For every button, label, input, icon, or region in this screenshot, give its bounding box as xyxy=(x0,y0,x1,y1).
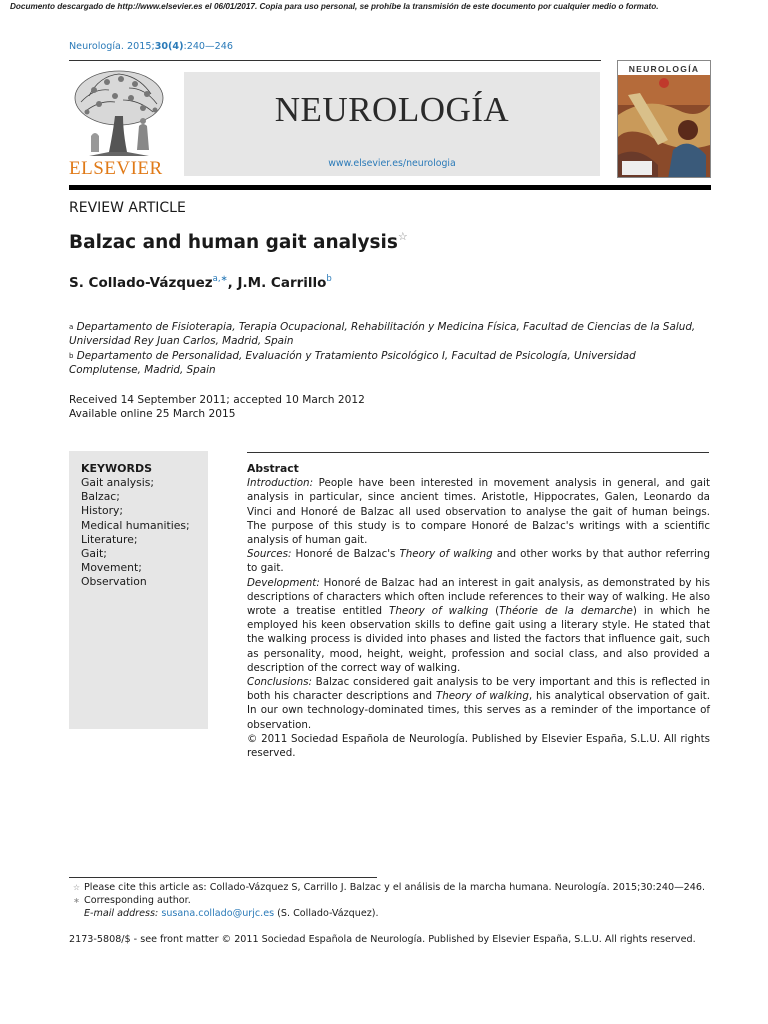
author-list: S. Collado-Vázquez$^{a,∗}$, J.M. Carrillo$^b$ xyxy=(69,274,332,291)
footnote-rule xyxy=(69,877,377,878)
elsevier-wordmark: ELSEVIER xyxy=(69,158,163,179)
article-type: REVIEW ARTICLE xyxy=(69,200,186,216)
tree-of-knowledge-icon xyxy=(69,66,169,158)
keywords-panel xyxy=(69,451,208,729)
abstract xyxy=(247,462,710,760)
elsevier-logo xyxy=(69,66,169,178)
keyword-item: Gait; xyxy=(81,547,107,561)
abstract-development: Development: Honoré de Balzac had an interest in gait analysis, as demonstrated by his descriptions of characters which often include references to their way of walking. He also wrote a treatise entitled Theory of walking (Théorie de la demarche) in which he employed his keen observation skills to define gait using a literary style. He stated that the walking process is divided into phases and listed the factors that influence gait, such as personality, mood, height, weight, profession and social class, and also provided a description of the correct way of walking. xyxy=(247,576,710,674)
author-name[interactable]: J.M. Carrillo xyxy=(237,275,327,291)
article-dates xyxy=(69,393,365,422)
star-icon: ☆ xyxy=(72,883,81,892)
keyword-item: History; xyxy=(81,504,124,518)
abstract-conclusions: Conclusions: Balzac considered gait analysis to be very important and this is reflected in both his character descriptions and Theory of walking, his analytical observation of gait. In our own technology-dominated times, this serves as a reminder of the importance of observation. xyxy=(247,676,711,731)
title-footnote-star[interactable]: ☆ xyxy=(397,230,408,243)
keyword-item: Gait analysis; xyxy=(81,476,155,489)
title-rule xyxy=(69,185,711,190)
affiliation-a: $^a$ Departamento de Fisioterapia, Terapia Ocupacional, Rehabilitación y Medicina Física, Facultad de Ciencias de la Salud, Universidad Rey Juan Carlos, Madrid, Spain xyxy=(69,321,696,348)
footnotes xyxy=(69,881,709,921)
available-date: Available online 25 March 2015 xyxy=(69,408,236,421)
email-footnote: E-mail address: susana.collado@urjc.es (S. Collado-Vázquez). xyxy=(84,908,379,920)
affiliations xyxy=(69,320,709,378)
keyword-item: Movement; xyxy=(81,561,142,575)
keyword-item: Observation xyxy=(81,575,147,589)
received-date: Received 14 September 2011; accepted 10 March 2012 xyxy=(69,394,365,406)
journal-url-link[interactable]: www.elsevier.es/neurologia xyxy=(328,158,456,169)
author-affiliation-mark[interactable]: b xyxy=(326,274,332,284)
abstract-sources: Sources: Honoré de Balzac's Theory of walking and other works by that author referring to gait. xyxy=(247,548,710,575)
abstract-introduction: Introduction: People have been interested in movement analysis in general, and gait analysis in particular, since ancient times. Aristotle, Hippocrates, Galen, Leonardo da Vinci and Honoré de Balzac all used observation to analyse the gait of human beings. The purpose of this study is to compare Honoré de Balzac's writings with a scientific analysis of human gait. xyxy=(247,477,710,547)
author-affiliation-mark[interactable]: a,∗ xyxy=(212,274,228,284)
keyword-item: Medical humanities; xyxy=(81,518,190,532)
keywords-heading: KEYWORDS xyxy=(81,462,153,475)
header-rule xyxy=(69,60,601,61)
citation-footnote: ☆ Please cite this article as: Collado-Vázquez S, Carrillo J. Balzac y el análisis de la marcha humana. Neurología. 2015;30:240—246. xyxy=(69,881,709,894)
journal-masthead xyxy=(184,72,600,176)
keyword-item: Literature; xyxy=(81,532,138,546)
affiliation-b: $^b$ Departamento de Personalidad, Evaluación y Tratamiento Psicológico I, Facultad de Psicología, Universidad Complutense, Madrid, Spain xyxy=(69,349,636,377)
keyword-item: Balzac; xyxy=(81,490,120,504)
journal-cover-image xyxy=(617,60,711,178)
abstract-copyright: © 2011 Sociedad Española de Neurología. Published by Elsevier España, S.L.U. All rights reserved. xyxy=(247,732,710,760)
journal-title: NEUROLOGÍA xyxy=(274,90,510,129)
cover-artwork-icon xyxy=(618,75,710,178)
abstract-rule xyxy=(247,452,709,453)
download-notice: Documento descargado de http://www.elsevier.es el 06/01/2017. Copia para uso personal, se prohíbe la transmisión de este documento por cualquier medio o formato. xyxy=(10,2,659,11)
journal-citation-link[interactable]: Neurología. 2015;30(4):240—246 xyxy=(69,41,233,52)
corresponding-author-footnote: ∗ Corresponding author. xyxy=(69,894,709,907)
author-name[interactable]: S. Collado-Vázquez xyxy=(69,275,213,291)
front-matter-line: 2173-5808/$ - see front matter © 2011 Sociedad Española de Neurología. Published by Elsevier España, S.L.U. All rights reserved. xyxy=(69,934,696,945)
cover-title: NEUROLOGÍA xyxy=(628,64,700,74)
asterisk-icon: ∗ xyxy=(73,896,80,906)
abstract-heading: Abstract xyxy=(247,462,299,475)
article-title: Balzac and human gait analysis☆ xyxy=(69,230,408,253)
email-link[interactable]: susana.collado@urjc.es xyxy=(161,908,275,920)
